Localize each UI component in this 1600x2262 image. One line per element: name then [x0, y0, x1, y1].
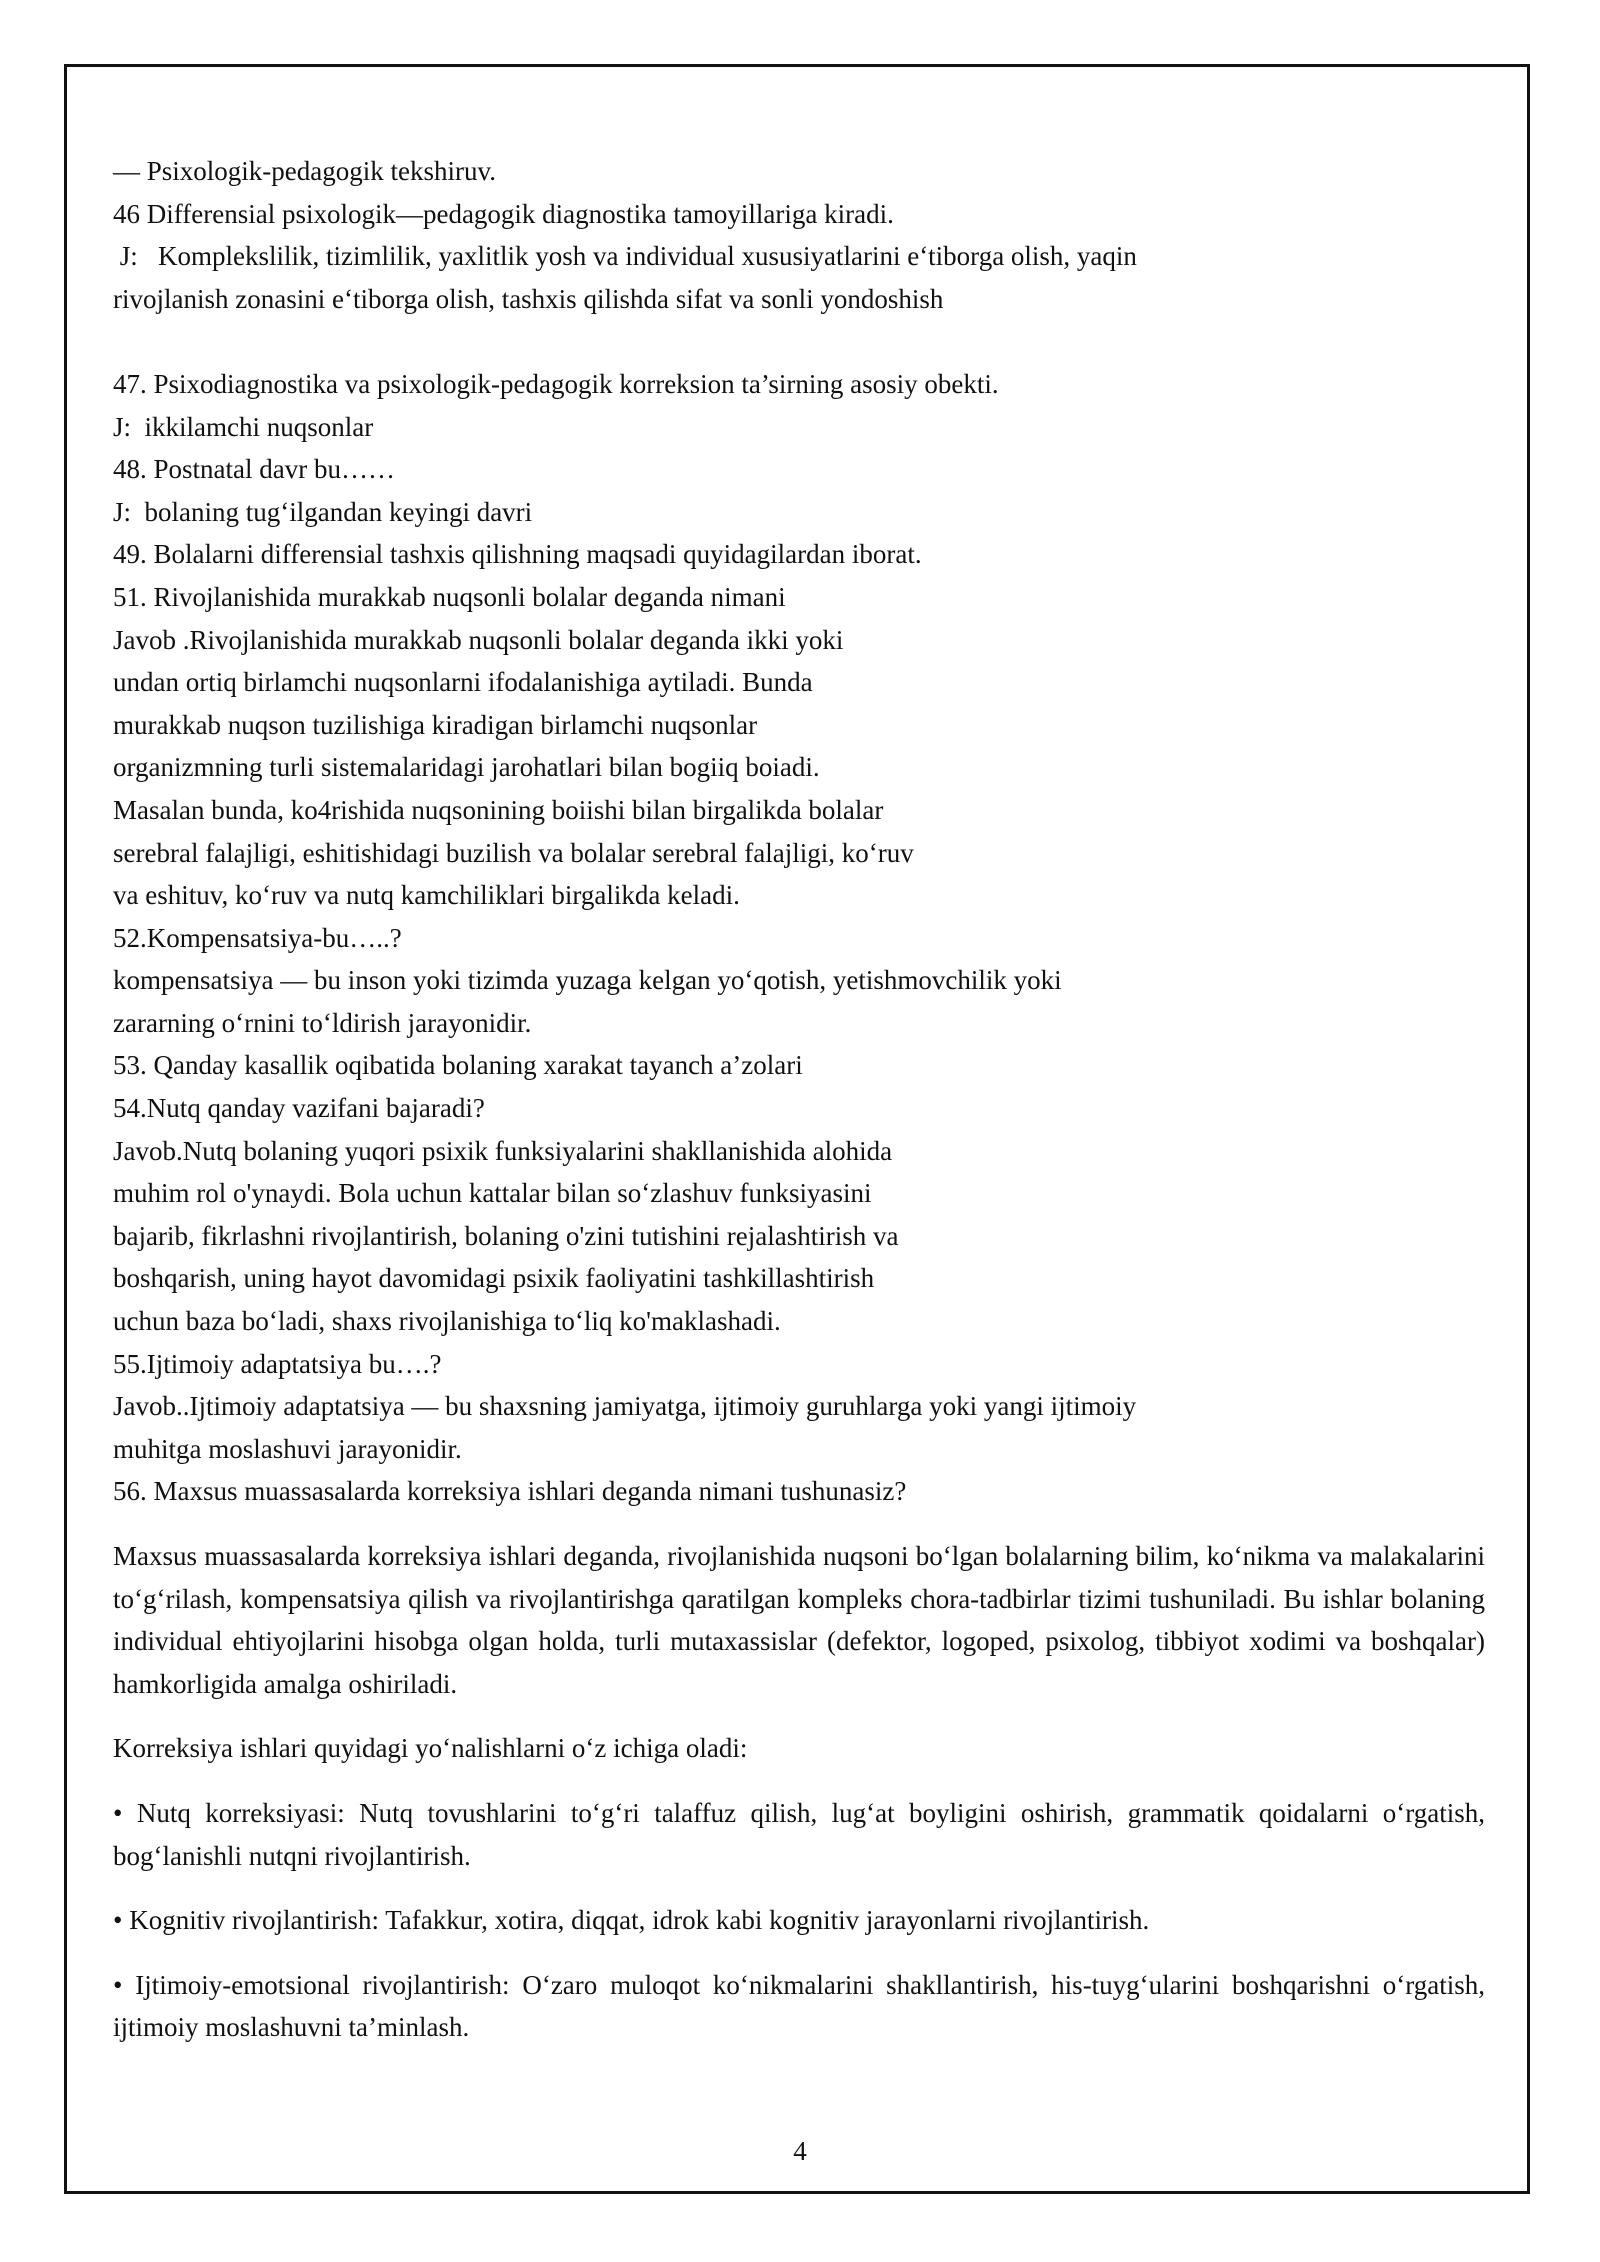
text-line: 53. Qanday kasallik oqibatida bolaning xarakat tayanch a’zolari	[113, 1050, 803, 1081]
text-line: boshqarish, uning hayot davomidagi psixik faoliyatini tashkillashtirish	[113, 1263, 875, 1294]
text-line: Masalan bunda, ko4rishida nuqsonining boiishi bilan birgalikda bolalar	[113, 794, 884, 825]
intro-paragraph: Maxsus muassasalarda korreksiya ishlari deganda, rivojlanishida nuqsoni bo‘lgan bolalarning bilim, ko‘nikma va malakalarini to‘g‘rilash, kompensatsiya qilish va rivojlantirishga qaratilgan kompleks chora-tadbirlar tizimi tushuniladi. Bu ishlar bolaning individual ehtiyojlarini hisobga olgan holda, turli mutaxassislar (defektor, logoped, psixolog, tibbiyot xodimi va boshqalar) hamkorligida amalga oshiriladi.	[113, 1541, 1485, 1699]
bullet-icon: •	[113, 1905, 123, 1936]
bullet-text: Nutq korreksiyasi: Nutq tovushlarini to‘g‘ri talaffuz qilish, lug‘at boyligini oshirish, grammatik qoidalarni o‘rgatish, bog‘lanishli nutqni rivojlantirish.	[113, 1797, 1485, 1871]
text-line: muhim rol o'ynaydi. Bola uchun kattalar bilan so‘zlashuv funksiyasini	[113, 1178, 872, 1209]
text-line: 51. Rivojlanishida murakkab nuqsonli bolalar deganda nimani	[113, 581, 786, 612]
text-line: organizmning turli sistemalaridagi jarohatlari bilan bogiiq boiadi.	[113, 752, 820, 783]
page-content	[113, 150, 1485, 2049]
bullet-item	[113, 1964, 1485, 2049]
text-line: 54.Nutq qanday vazifani bajaradi?	[113, 1093, 485, 1124]
text-line: rivojlanish zonasini e‘tiborga olish, tashxis qilishda sifat va sonli yondoshish	[113, 283, 944, 314]
text-line: va eshituv, ko‘ruv va nutq kamchiliklari birgalikda keladi.	[113, 880, 740, 911]
text-line: undan ortiq birlamchi nuqsonlarni ifodalanishiga aytiladi. Bunda	[113, 667, 813, 698]
text-line: 52.Kompensatsiya-bu…..?	[113, 922, 402, 953]
text-line: uchun baza bo‘ladi, shaxs rivojlanishiga to‘liq ko'maklashadi.	[113, 1306, 781, 1337]
bullet-item	[113, 1792, 1485, 1877]
bullet-icon: •	[113, 1797, 123, 1828]
text-line: serebral falajligi, eshitishidagi buzilish va bolalar serebral falajligi, ko‘ruv	[113, 837, 914, 868]
text-line: 48. Postnatal davr bu……	[113, 454, 395, 485]
text-line: J: bolaning tug‘ilgandan keyingi davri	[113, 496, 533, 527]
text-line: — Psixologik-pedagogik tekshiruv.	[113, 156, 496, 186]
text-line: murakkab nuqson tuzilishiga kiradigan birlamchi nuqsonlar	[113, 709, 758, 740]
text-line: J: ikkilamchi nuqsonlar	[113, 411, 374, 442]
text-line: muhitga moslashuvi jarayonidir.	[113, 1433, 462, 1464]
text-line: Javob..Ijtimoiy adaptatsiya — bu shaxsning jamiyatga, ijtimoiy guruhlarga yoki yangi ijtimoiy	[113, 1391, 1137, 1422]
blank-line	[113, 320, 1485, 363]
text-line: bajarib, fikrlashni rivojlantirish, bolaning o'zini tutishini rejalashtirish va	[113, 1220, 899, 1251]
text-line: J: Komplekslilik, tizimlilik, yaxlitlik yosh va individual xususiyatlarini e‘tiborga olish, yaqin	[113, 241, 1137, 272]
bullet-text: Kognitiv rivojlantirish: Tafakkur, xotira, diqqat, idrok kabi kognitiv jarayonlarni rivojlantirish.	[129, 1905, 1150, 1936]
text-line: zararning o‘rnini to‘ldirish jarayonidir.	[113, 1007, 532, 1038]
page-number: 4	[793, 2136, 807, 2166]
text-line: kompensatsiya — bu inson yoki tizimda yuzaga kelgan yo‘qotish, yetishmovchilik yoki	[113, 965, 1062, 996]
text-line: 46 Differensial psixologik—pedagogik diagnostika tamoyillariga kiradi.	[113, 198, 894, 229]
text-line: Javob.Nutq bolaning yuqori psixik funksiyalarini shakllanishida alohida	[113, 1135, 893, 1166]
bullet-text: Ijtimoiy-emotsional rivojlantirish: O‘zaro muloqot ko‘nikmalarini shakllantirish, his-tuyg‘ularini boshqarishni o‘rgatish, ijtimoiy moslashuvni ta’minlash.	[113, 1969, 1485, 2043]
text-line: Javob .Rivojlanishida murakkab nuqsonli bolalar deganda ikki yoki	[113, 624, 844, 655]
text-line: 55.Ijtimoiy adaptatsiya bu….?	[113, 1348, 442, 1379]
text-line: 49. Bolalarni differensial tashxis qilishning maqsadi quyidagilardan iborat.	[113, 539, 922, 570]
text-line: 47. Psixodiagnostika va psixologik-pedagogik korreksion ta’sirning asosiy obekti.	[113, 368, 999, 399]
bullet-item	[113, 1899, 1485, 1942]
directions-paragraph: Korreksiya ishlari quyidagi yo‘nalishlarni o‘z ichiga oladi:	[113, 1733, 748, 1764]
text-line: 56. Maxsus muassasalarda korreksiya ishlari deganda nimani tushunasiz?	[113, 1476, 907, 1507]
bullet-icon: •	[113, 1969, 123, 2000]
